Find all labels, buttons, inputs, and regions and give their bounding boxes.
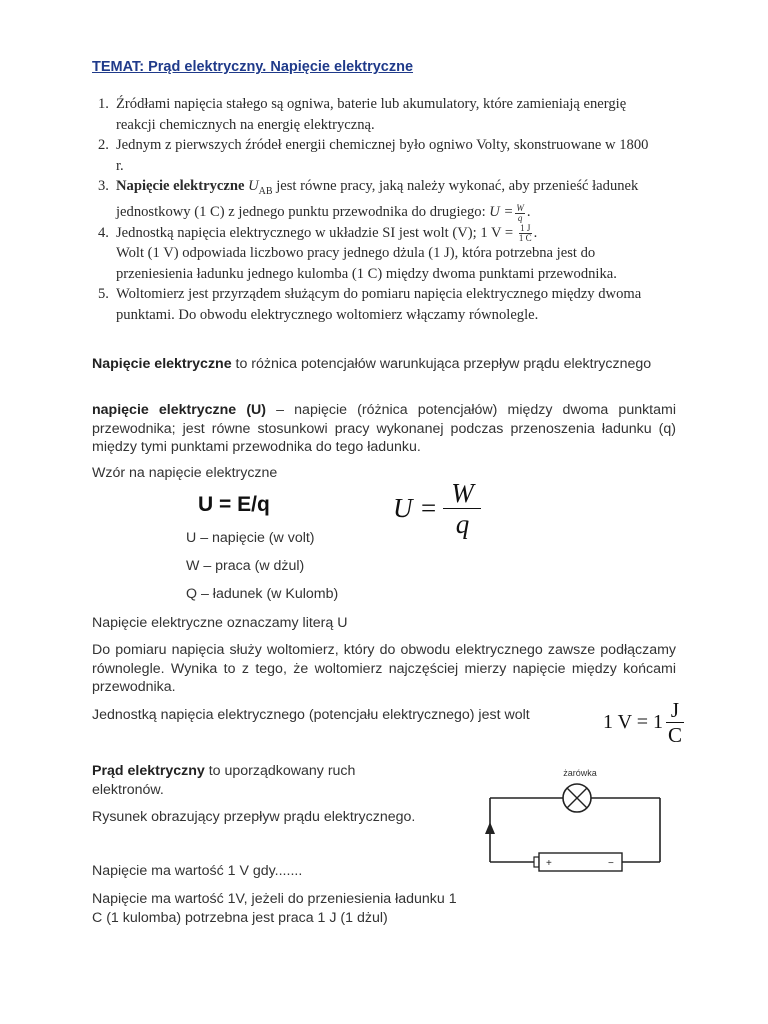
list-number: 4.	[98, 224, 109, 241]
list-number: 2.	[98, 137, 109, 153]
fraction-num: W	[516, 202, 524, 213]
paragraph-figure-caption: Rysunek obrazujący przepływ prądu elektrycznego.	[92, 809, 416, 825]
list-number: 3.	[98, 178, 109, 194]
fraction-num: 1 J	[520, 223, 531, 234]
bulb-icon	[563, 784, 591, 812]
item4-text: Jednostką napięcia elektrycznego w układzie SI jest wolt (V);	[116, 224, 481, 241]
list-text: Jednostką napięcia elektrycznego w układzie SI jest wolt (V); 1 V = $\frac{1 J}{1 C}$ . Wolt (1 V) odpowiada liczbowo pracy jednego dżula (1 J), która potrzebna jest do przeniesienia ładunku jednego kulomba (1 C) między dwoma punktami przewodnika.	[116, 223, 617, 282]
page-title: TEMAT: Prąd elektryczny. Napięcie elektryczne	[92, 59, 414, 75]
fraction	[666, 698, 684, 747]
legend-q: Q – ładunek (w Kulomb)	[186, 586, 339, 602]
term-bold: napięcie elektryczne (U)	[92, 402, 267, 418]
paragraph-current	[92, 762, 392, 799]
term-bold: Napięcie elektryczne	[92, 356, 232, 372]
list-item	[98, 135, 658, 176]
fraction-num: W	[451, 478, 474, 508]
legend-u: U – napięcie (w volt)	[186, 530, 315, 546]
fraction	[443, 478, 481, 539]
battery-minus: −	[608, 858, 614, 869]
paragraph-question: Napięcie ma wartość 1 V gdy.......	[92, 863, 303, 879]
unit-lhs: 1 V =	[480, 224, 514, 241]
formula-main: U = E/q	[198, 493, 270, 516]
item3-text: jest równe pracy, jaką należy wykonać, aby przenieść ładunek jednostkowy (1 C) z jednego punktu przewodnika do drugiego:	[116, 178, 639, 221]
list-number: 5.	[98, 286, 109, 303]
paragraph-text: to różnica potencjałów warunkująca przepływ prądu elektrycznego	[231, 356, 652, 372]
unit-formula	[603, 698, 684, 747]
paragraph-definition	[92, 355, 676, 374]
fraction-den: q	[455, 509, 470, 540]
paragraph-voltmeter: Do pomiaru napięcia służy woltomierz, który do obwodu elektrycznego zawsze podłączamy równolegle. Wynika to z tego, że woltomierz najczęściej mierzy napięcie między końcami przewodnika.	[92, 642, 676, 695]
legend-w: W – praca (w dżul)	[186, 558, 305, 574]
paragraph-text: to uporządkowany ruch elektronów.	[92, 763, 356, 798]
list-item	[98, 94, 658, 135]
paragraph-symbol: Napięcie elektryczne oznaczamy literą U	[92, 615, 348, 631]
inline-formula-lhs: U =	[489, 204, 514, 221]
list-text: Woltomierz jest przyrządem służącym do pomiaru napięcia elektrycznego między dwoma punktami. Do obwodu elektrycznego woltomierz włączamy równolegle.	[116, 286, 642, 323]
term-bold: Napięcie elektryczne	[116, 178, 245, 194]
unit-formula-lhs: 1 V = 1	[603, 711, 663, 734]
term-bold: Prąd elektryczny	[92, 763, 205, 779]
formula-lhs: U =	[393, 493, 438, 524]
list-item	[98, 223, 658, 285]
symbol-sub: AB	[258, 185, 273, 197]
list-item	[98, 284, 658, 325]
numbered-list	[98, 94, 658, 325]
list-number: 1.	[98, 96, 109, 112]
fraction-den: 1 C	[518, 233, 532, 244]
battery-plus: +	[546, 858, 552, 869]
paragraph-unit: Jednostką napięcia elektrycznego (potencjału elektrycznego) jest wolt	[92, 707, 530, 723]
item4-text2: Wolt (1 V) odpowiada liczbowo pracy jednego dżula (1 J), która potrzebna jest do przeniesienia ładunku jednego kulomba (1 C) między dwoma punktami przewodnika.	[116, 245, 617, 282]
inline-fraction	[515, 204, 525, 223]
list-text: Jednym z pierwszych źródeł energii chemicznej było ogniwo Volty, skonstruowane w 1800 r.	[116, 137, 649, 174]
fraction-num: J	[670, 698, 680, 722]
paragraph-definition-u	[92, 401, 676, 457]
paragraph-answer: Napięcie ma wartość 1V, jeżeli do przeniesienia ładunku 1 C (1 kulomba) potrzebna jest praca 1 J (1 dżul)	[92, 891, 457, 926]
bulb-label: żarówka	[563, 768, 597, 778]
fraction-den: C	[667, 723, 682, 748]
current-arrow-icon	[485, 822, 495, 834]
list-text: Napięcie elektryczne $U_{AB}$ jest równe pracy, jaką należy wykonać, aby przenieść ładunek jednostkowy (1 C) z jednego punktu przewodnika do drugiego: U = $\frac{W}{q}$ .	[116, 178, 639, 223]
paragraph-text: – napięcie (różnica potencjałów) między dwoma punktami przewodnika; jest równe stosunkowi pracy wykonanej podczas przenoszenia ładunku (q) między tymi punktami przewodnika do tego ładunku.	[92, 402, 676, 455]
symbol-u: U	[248, 178, 259, 194]
inline-fraction	[519, 224, 532, 243]
circuit-diagram	[462, 760, 700, 880]
list-text: Źródłami napięcia stałego są ogniwa, baterie lub akumulatory, które zamieniają energię reakcji chemicznych na energię elektryczną.	[116, 96, 627, 133]
list-item	[98, 176, 658, 223]
formula-fraction	[393, 478, 481, 539]
fraction-den: q	[517, 212, 523, 223]
paragraph-formula-intro: Wzór na napięcie elektryczne	[92, 465, 278, 481]
